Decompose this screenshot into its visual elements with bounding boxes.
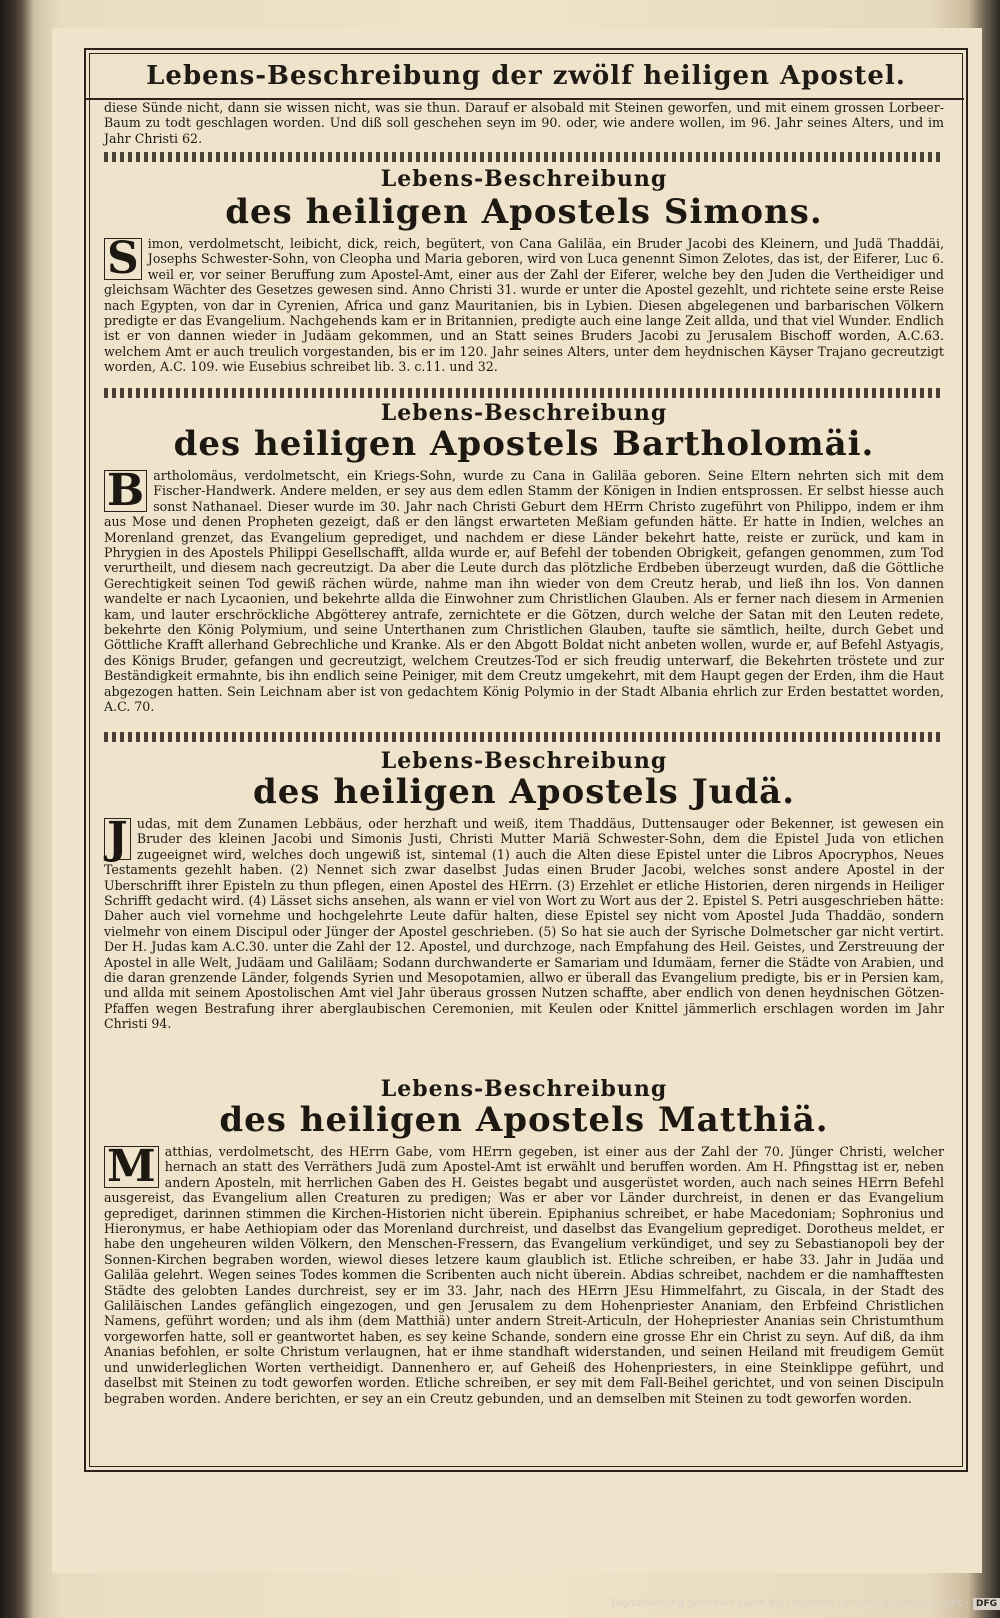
section-heading-jude: des heiligen Apostels Judä. <box>252 772 796 812</box>
body-text: artholomäus, verdolmetscht, ein Kriegs-Sohn, wurde zu Cana in Galiläa geboren. Seine Eltern nehrten sich mit dem Fischer-Handwerk. Andere melden, er sey aus dem edlen Stamm der Königen in Indien entsprossen. Er selbst hiesse auch sonst Nathanael. Dieser wurde im 30. Jahr nach Christi Geburt dem HErrn Christo zugeführt von Philippo, indem er ihm aus Mose und denen Propheten gezeigt, daß er den längst erwarteten Meßiam gefunden hätte. Er hatte in Indien, welches an Morenland grenzet, das Evangelium geprediget, und nachdem er diese Länder bekehrt hatte, reiste er zurück, und kam in Phrygien in des Apostels Philippi Gesellschafft, allda wurde er, auf Befehl der tobenden Obrigkeit, gefangen genommen, zum Tod verurtheilt, und diesem nach gecreutzigt. Da aber die Leute durch das plötzliche Erdbeben überzeugt wurden, daß die Göttliche Gerechtigkeit seinen Tod gewiß rächen würde, nahme man ihn wieder von dem Creutz herab, und ließ ihn los. Von dannen wandelte er nach Lycaonien, und bekehrte allda die Einwohner zum Christlichen Glauben. Als er ferner nach diesem in Armenien kam, und lauter erschröckliche Abgötterey antrafe, zernichtete er die Götzen, durch welche der Satan mit den Leuten redete, bekehrte den König Polymium, und seine Unterthanen zum Christlichen Glauben, taufte sie sämtlich, heilte, durch Gebet und Göttliche Krafft allerhand Gebrechliche und Kranke. Als er den Abgott Boldat nicht anbeten wollen, wurde er, auf Befehl Astyagis, des Königs Bruder, gefangen und gecreutzigt, welchem Creutzes-Tod er sich freudig unterwarf, die Bekehrten tröstete und zur Beständigkeit ermahnte, bis ihn endlich seine Peiniger, mit dem Creutz umgekehrt, mit dem Haupt gegen der Erden, ihm die Haut abgezogen hatten. Sein Leichnam aber ist von gedachtem König Polymio in der Stadt Albania ehrlich zur Erden bestattet worden, A.C. 70. <box>104 468 944 715</box>
section-body-jude <box>104 813 944 1032</box>
ornament-divider <box>104 152 944 162</box>
drop-cap: J <box>104 818 131 860</box>
section-body-bartholomew <box>104 465 944 715</box>
ornament-divider <box>104 388 944 398</box>
running-head: Lebens-Beschreibung der zwölf heiligen Apostel. <box>146 61 906 91</box>
ornament-divider <box>104 732 944 742</box>
intro-text: diese Sünde nicht, dann sie wissen nicht, was sie thun. Darauf er alsobald mit Steinen geworfen, und mit einem grossen Lorbeer-Baum zu todt geschlagen worden. Und diß soll geschehen seyn im 90. oder, wie andere wollen, im 96. Jahr seines Alters, und im Jahr Christi 62. <box>104 100 944 146</box>
section-heading-small: Lebens-Beschreibung <box>380 400 668 426</box>
body-text: udas, mit dem Zunamen Lebbäus, oder herzhaft und weiß, item Thaddäus, Duttensauger oder Bekenner, ist gewesen ein Bruder des kleinen Jacobi und Simonis Justi, Christi Mutter Mariä Schwester-Sohn, dem die Epistel Juda von etlichen zugeeignet wird, welches doch ungewiß ist, sintemal (1) auch die Alten diese Epistel unter die Libros Apocryphos, Neues Testaments gezehlt haben. (2) Nennet sich zwar daselbst Judas einen Bruder Jacobi, welches sonst andere Apostel in der Uberschrifft ihrer Episteln zu thun pflegen, einen Apostel des HErrn. (3) Erzehlet er etliche Historien, deren nirgends in Heiliger Schrifft gedacht wird. (4) Lässet sichs ansehen, als wann er viel von Wort zu Wort aus der 2. Epistel S. Petri ausgeschrieben hätte: Daher auch viel vornehme und hochgelehrte Leute dafür halten, diese Epistel sey nicht vom Apostel Juda Thaddäo, sondern vielmehr von einem Discipul oder Jünger der Apostel geschrieben. (5) So hat sie auch der Syrische Dolmetscher gar nicht vertirt. Der H. Judas kam A.C.30. unter die Zahl der 12. Apostel, und durchzoge, nach Empfahung des Heil. Geistes, und Zerstreuung der Apostel in alle Welt, Judäam und Galiläam; Sodann durchwanderte er Samariam und Idumäam, ferner die Städte von Arabien, und die daran grenzende Länder, folgends Syrien und Mesopotamien, allwo er überall das Evangelium predigte, bis er in Persien kam, und allda mit seinem Apostolischen Amt viel Jahr überaus grossen Nutzen schaffte, aber endlich von denen heydnischen Götzen-Pfaffen wegen Bestrafung ihrer aberglaubischen Ceremonien, mit Keulen oder Knittel jämmerlich erschlagen worden im Jahr Christi 94. <box>104 816 944 1032</box>
section-heading-small: Lebens-Beschreibung <box>380 748 668 774</box>
section-heading-bartholomew: des heiligen Apostels Bartholomäi. <box>173 424 875 464</box>
digitization-credit <box>560 1594 1000 1614</box>
credit-text: Digitalisierung gefördert durch die Deutsche Forschungsgemeinschaft - <box>611 1598 969 1609</box>
section-body-simon <box>104 233 944 375</box>
section-heading-simon: des heiligen Apostels Simons. <box>225 192 823 232</box>
drop-cap: B <box>104 470 147 512</box>
body-text: atthias, verdolmetscht, des HErrn Gabe, vom HErrn gegeben, ist einer aus der Zahl der 70. Jünger Christi, welcher hernach an statt des Verräthers Judä zum Apostel-Amt ist erwählt und beruffen worden. Am H. Pfingsttag ist er, neben andern Aposteln, mit herrlichen Gaben des H. Geistes begabt und ausgerüstet worden, auch nach seines HErrn Befehl ausgereist, das Evangelium allen Creaturen zu predigen; Was er aber vor Länder durchreist, in denen er das Evangelium geprediget, darinnen stimmen die Kirchen-Historien nicht überein. Epiphanius schreibet, er habe Macedoniam; Sophronius und Hieronymus, er habe Aethiopiam oder das Morenland durchreist, und daselbst das Evangelium geprediget. Dorotheus meldet, er habe den ungeheuren wilden Völkern, den Menschen-Fressern, das Evangelium verkündiget, und sey zu Sebastianopoli bey der Sonnen-Kirchen begraben worden, wiewol dieses letzere kaum glaublich ist. Etliche schreiben, er habe 33. Jahr in Judäa und Galiläa gelehrt. Wegen seines Todes kommen die Scribenten auch nicht überein. Abdias schreibet, nachdem er die namhafftesten Städte des gelobten Landes durchreist, sey er im 33. Jahr, nach des HErrn JEsu Himmelfahrt, zu Giscala, in der Stadt des Galiläischen Landes gefänglich eingezogen, und gen Jerusalem zu dem Hohenpriester Ananiam, den Erbfeind Christlichen Namens, geführt worden; und als ihm (dem Matthiä) unter andern Streit-Articuln, der Hohepriester Ananias sein Christumthum vorgeworfen hatte, soll er geantwortet haben, es sey keine Schande, sondern eine grosse Ehr ein Christ zu seyn. Auf diß, da ihm Ananias befohlen, er solte Christum verlaugnen, hat er ihme standhaft widerstanden, und seinen Heiland mit freudigem Gemüt und unwiderleglichen Worten vertheidigt. Dannenhero er, auf Geheiß des Hohenpriesters, in eine Steinklippe geführt, und daselbst mit Steinen zu todt geworfen worden. Etliche schreiben, er sey mit dem Fall-Beihel gerichtet, und von seinen Discipuln begraben worden. Andere berichten, er sey an ein Creutz gebunden, und an demselben mit Steinen zu todt geworfen worden. <box>104 1144 944 1406</box>
dfg-logo: DFG <box>973 1598 1000 1610</box>
drop-cap: M <box>104 1146 159 1188</box>
body-text: imon, verdolmetscht, leibicht, dick, reich, begütert, von Cana Galiläa, ein Bruder Jacobi des Kleinern, und Judä Thaddäi, Josephs Schwester-Sohn, von Cleopha und Maria geboren, wird von Luca genennt Simon Zelotes, das ist, der Eiferer, Luc 6. weil er, vor seiner Beruffung zum Apostel-Amt, einer aus der Zahl der Eiferer, welche bey den Juden die Vertheidiger und gleichsam Wächter des Gesetzes gewesen sind. Anno Christi 31. wurde er unter die Apostel gezehlt, und richtete seine erste Reise nach Egypten, von dar in Cyrenien, Africa und ganz Mauritanien, bis in Lybien. Diesen abgelegenen und barbarischen Völkern predigte er das Evangelium. Nachgehends kam er in Britannien, predigte auch eine lange Zeit allda, und that viel Wunder. Endlich ist er von dannen wieder in Judäam gekommen, und an Statt seines Bruders Jacobi zu Jerusalem Bischoff worden, A.C.63. welchem Amt er auch treulich vorgestanden, bis er im 120. Jahr seines Alters, unter dem heydnischen Käyser Trajano gecreutzigt worden, A.C. 109. wie Eusebius schreibet lib. 3. c.11. und 32. <box>104 236 944 375</box>
section-heading-small: Lebens-Beschreibung <box>380 1076 668 1102</box>
section-heading-matthias: des heiligen Apostels Matthiä. <box>219 1100 829 1140</box>
section-body-matthias <box>104 1141 944 1406</box>
drop-cap: S <box>104 238 142 280</box>
section-heading-small: Lebens-Beschreibung <box>380 166 668 192</box>
intro-paragraph <box>104 100 944 146</box>
